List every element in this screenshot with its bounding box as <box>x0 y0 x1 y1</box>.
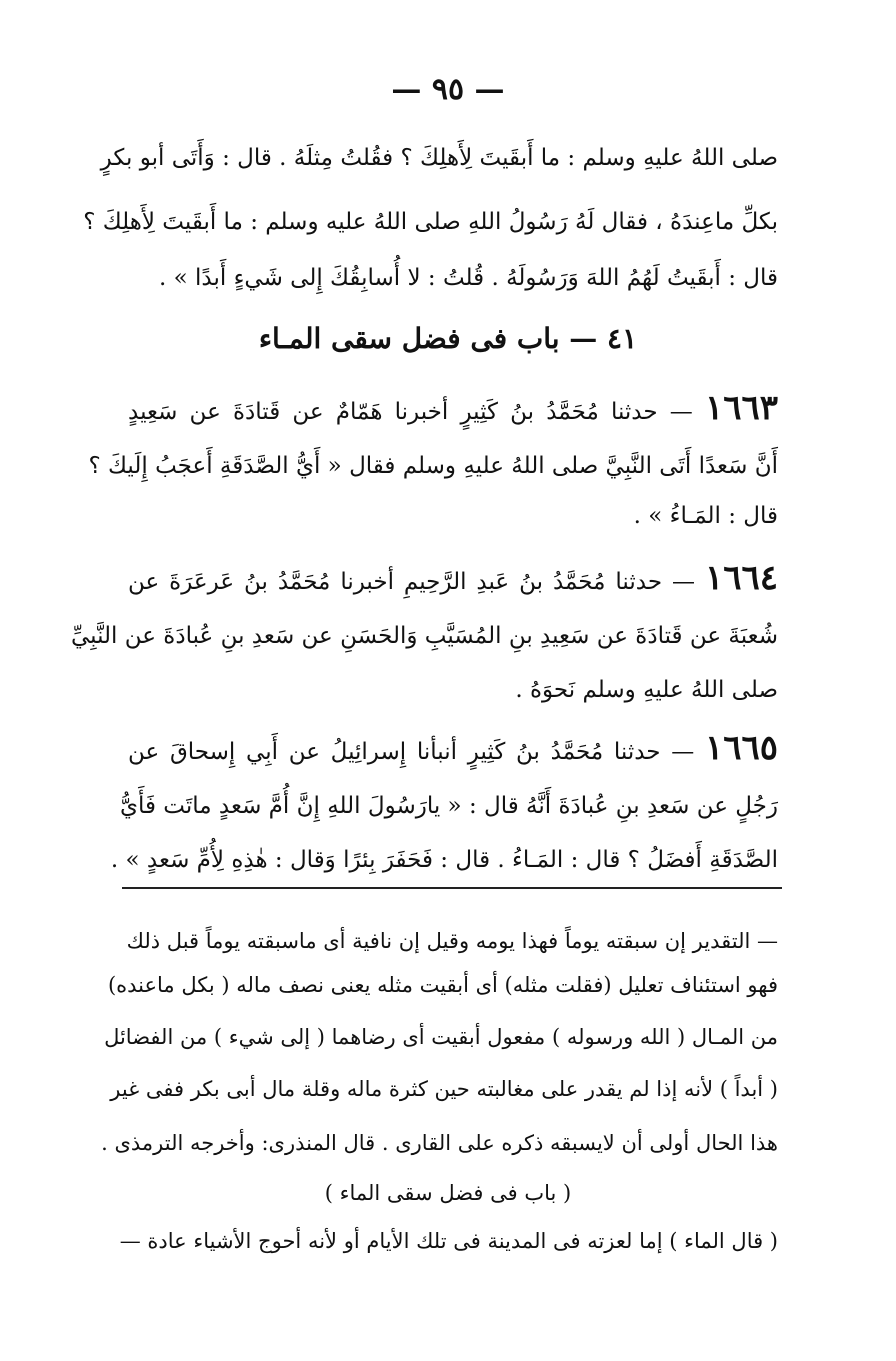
hadith-text: — حدثنا مُحَمَّدُ بنُ كَثِيرٍ أخبرنا هَمّامٌ عن قَتادَةَ عن سَعِيدٍ <box>128 399 693 425</box>
hadith-text: — حدثنا مُحَمَّدُ بنُ عَبدِ الرَّحِيمِ أخبرنا مُحَمَّدُ بنُ عَرعَرَةَ عن <box>128 569 695 595</box>
footnote-chapter-heading: ( باب فى فضل سقى الماء ) <box>324 1181 572 1205</box>
footnote-line: — التقدير إن سبقته يوماً فهذا يومه وقيل إن نافية أى ماسبقته يوماً قبل ذلك <box>126 929 778 953</box>
hadith-1665-line1 <box>128 730 778 770</box>
footnote-line: من المـال ( الله ورسوله ) مفعول أبقيت أى رضاهما ( إلى شيء ) من الفضائل <box>104 1025 778 1049</box>
footnote-line: هذا الحال أولى أن لايسبقه ذكره على القارى . قال المنذرى: وأخرجه الترمذى . <box>101 1131 778 1155</box>
hadith-number: ١٦٦٣ <box>704 388 779 428</box>
text-line: قال : المَـاءُ » . <box>633 503 778 529</box>
chapter-heading: ٤١ — باب فى فضل سقى المـاء <box>258 322 638 355</box>
text-line: رَجُلٍ عن سَعدِ بنِ عُبادَةَ أَنَّهُ قال : « يارَسُولَ اللهِ إِنَّ أُمَّ سَعدٍ ماتَت فَأَيُّ <box>119 793 778 819</box>
text-line: صلى اللهُ عليهِ وسلم نَحوَهُ . <box>515 677 778 703</box>
footnote-line: ( أبداً ) لأنه إذا لم يقدر على مغالبته حين كثرة ماله وقلة مال أبى بكر ففى غير <box>110 1077 778 1101</box>
text-line: صلى اللهُ عليهِ وسلم : ما أَبقَيتَ لِأَهلِكَ ؟ فقُلتُ مِثلَهُ . قال : وَأَتَى أبو بكرٍ <box>100 145 778 171</box>
text-line: قال : أَبقَيتُ لَهُمُ اللهَ وَرَسُولَهُ . قُلتُ : لا أُسابِقُكَ إِلى شَيءٍ أَبدًا » . <box>159 265 778 291</box>
page-number: — ٩٥ — <box>391 72 505 107</box>
footnote-line: ( قال الماء ) إما لعزته فى المدينة فى تلك الأيام أو لأنه أحوج الأشياء عادة — <box>119 1229 778 1253</box>
hadith-1663-line1 <box>128 390 778 430</box>
hadith-1664-line1 <box>128 560 778 600</box>
footnote-divider <box>122 887 782 889</box>
text-line: شُعبَةَ عن قَتادَةَ عن سَعِيدِ بنِ المُسَيَّبِ وَالحَسَنِ عن سَعدِ بنِ عُبادَةَ عن النَّبِيِّ <box>70 623 778 649</box>
text-line: أَنَّ سَعدًا أَتَى النَّبِيَّ صلى اللهُ عليهِ وسلم فقال « أَيُّ الصَّدَقَةِ أَعجَبُ إِلَيكَ ؟ <box>88 453 778 479</box>
text-line: الصَّدَقَةِ أَفضَلُ ؟ قال : المَـاءُ . قال : فَحَفَرَ بِئرًا وَقال : هٰذِهِ لِأُمِّ سَعدٍ » . <box>110 847 778 873</box>
hadith-text: — حدثنا مُحَمَّدُ بنُ كَثِيرٍ أنبأنا إِسرائِيلُ عن أَبِي إِسحاقَ عن <box>128 739 695 765</box>
footnote-line: فهو استئناف تعليل (فقلت مثله) أى أبقيت مثله يعنى نصف ماله ( بكل ماعنده) <box>107 973 778 997</box>
text-line: بكلِّ ماعِندَهُ ، فقال لَهُ رَسُولُ اللهِ صلى اللهُ عليه وسلم : ما أَبقَيتَ لِأَهلِكَ ؟ <box>83 209 778 235</box>
hadith-number: ١٦٦٥ <box>704 728 778 768</box>
hadith-number: ١٦٦٤ <box>704 558 778 598</box>
